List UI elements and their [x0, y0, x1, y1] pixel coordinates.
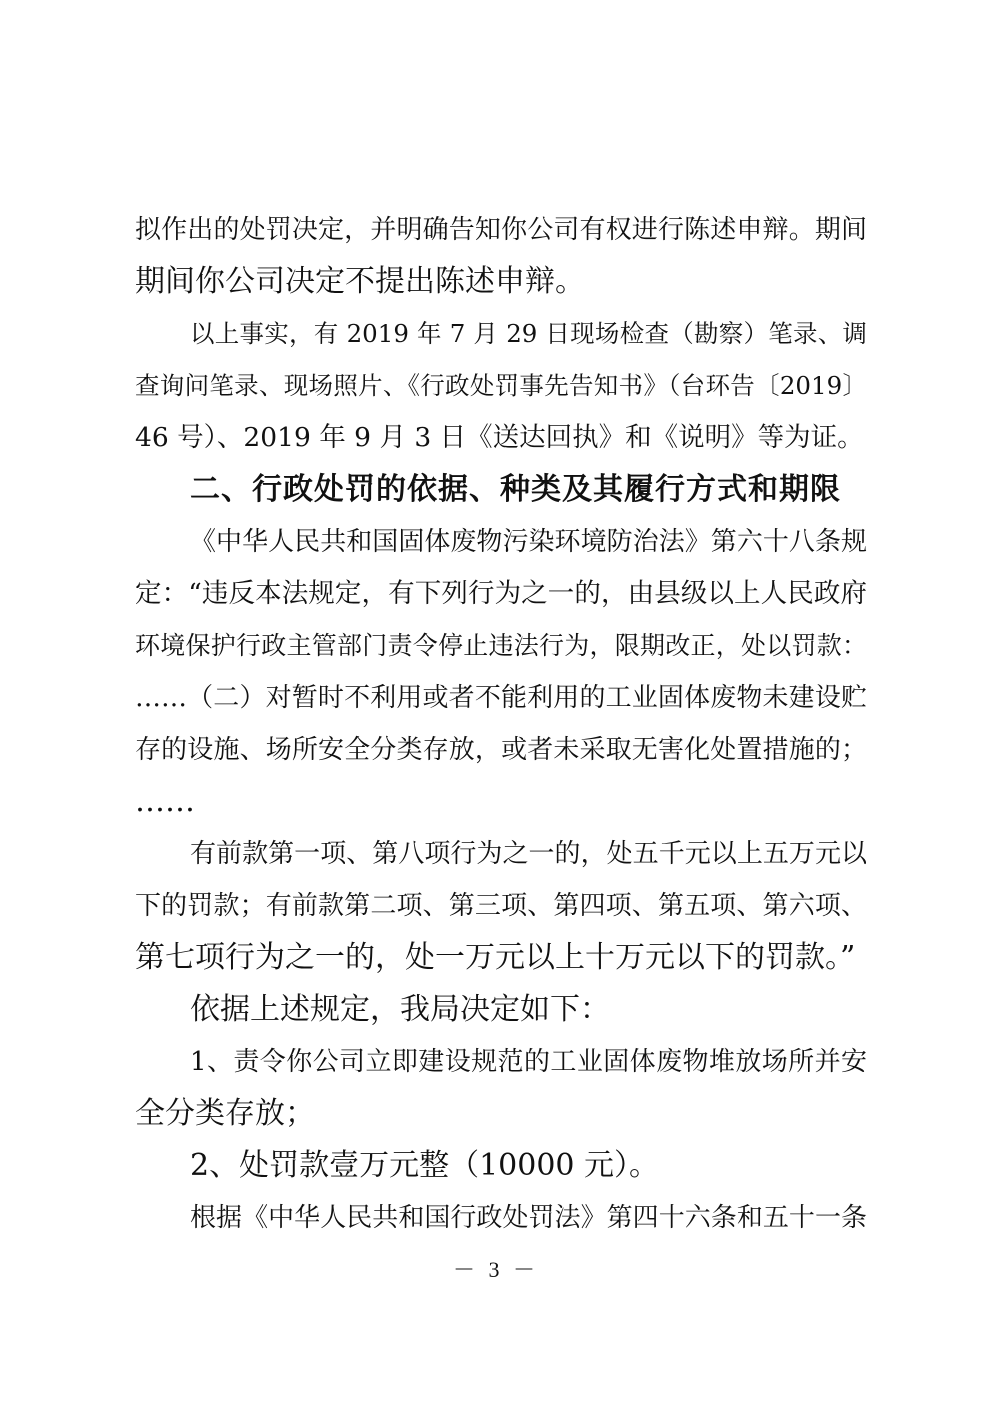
paragraph-line: 《中华人民共和国固体废物污染环境防治法》第六十八条规 — [190, 527, 867, 557]
paragraph-line: 有前款第一项、第八项行为之一的，处五千元以上五万元以 — [190, 839, 867, 869]
paragraph-line: 下的罚款；有前款第二项、第三项、第四项、第五项、第六项、 — [135, 891, 867, 921]
paragraph-line: 期间你公司决定不提出陈述申辩。 — [135, 264, 585, 299]
page-number: － 3 － — [452, 1257, 539, 1282]
paragraph-line: ……（二）对暂时不利用或者不能利用的工业固体废物未建设贮 — [135, 683, 867, 713]
paragraph-line: 环境保护行政主管部门责令停止违法行为，限期改正，处以罚款： — [135, 631, 867, 660]
paragraph-line: 存的设施、场所安全分类存放，或者未采取无害化处置措施的； — [135, 735, 867, 765]
paragraph-line: 查询问笔录、现场照片、《行政处罚事先告知书》（台环告〔2019〕 — [135, 371, 867, 400]
section-heading: 二、行政处罚的依据、种类及其履行方式和期限 — [190, 472, 841, 507]
paragraph-line: 1、责令你公司立即建设规范的工业固体废物堆放场所并安 — [190, 1047, 867, 1077]
paragraph-line: 根据《中华人民共和国行政处罚法》第四十六条和五十一条 — [190, 1203, 867, 1233]
paragraph-line: 46 号）、2019 年 9 月 3 日《送达回执》和《说明》等为证。 — [135, 422, 864, 453]
paragraph-line: 全分类存放； — [135, 1096, 315, 1131]
paragraph-line: 以上事实，有 2019 年 7 月 29 日现场检查（勘察）笔录、调 — [190, 319, 867, 348]
paragraph-line: 依据上述规定，我局决定如下： — [190, 992, 610, 1027]
paragraph-line: 2、处罚款壹万元整（10000 元）。 — [190, 1148, 660, 1183]
paragraph-line: …… — [135, 784, 195, 819]
paragraph-line: 第七项行为之一的，处一万元以上十万元以下的罚款。” — [135, 940, 856, 975]
paragraph-line: 拟作出的处罚决定，并明确告知你公司有权进行陈述申辩。期间 — [135, 215, 867, 245]
paragraph-line: 定：“违反本法规定，有下列行为之一的，由县级以上人民政府 — [135, 578, 867, 609]
